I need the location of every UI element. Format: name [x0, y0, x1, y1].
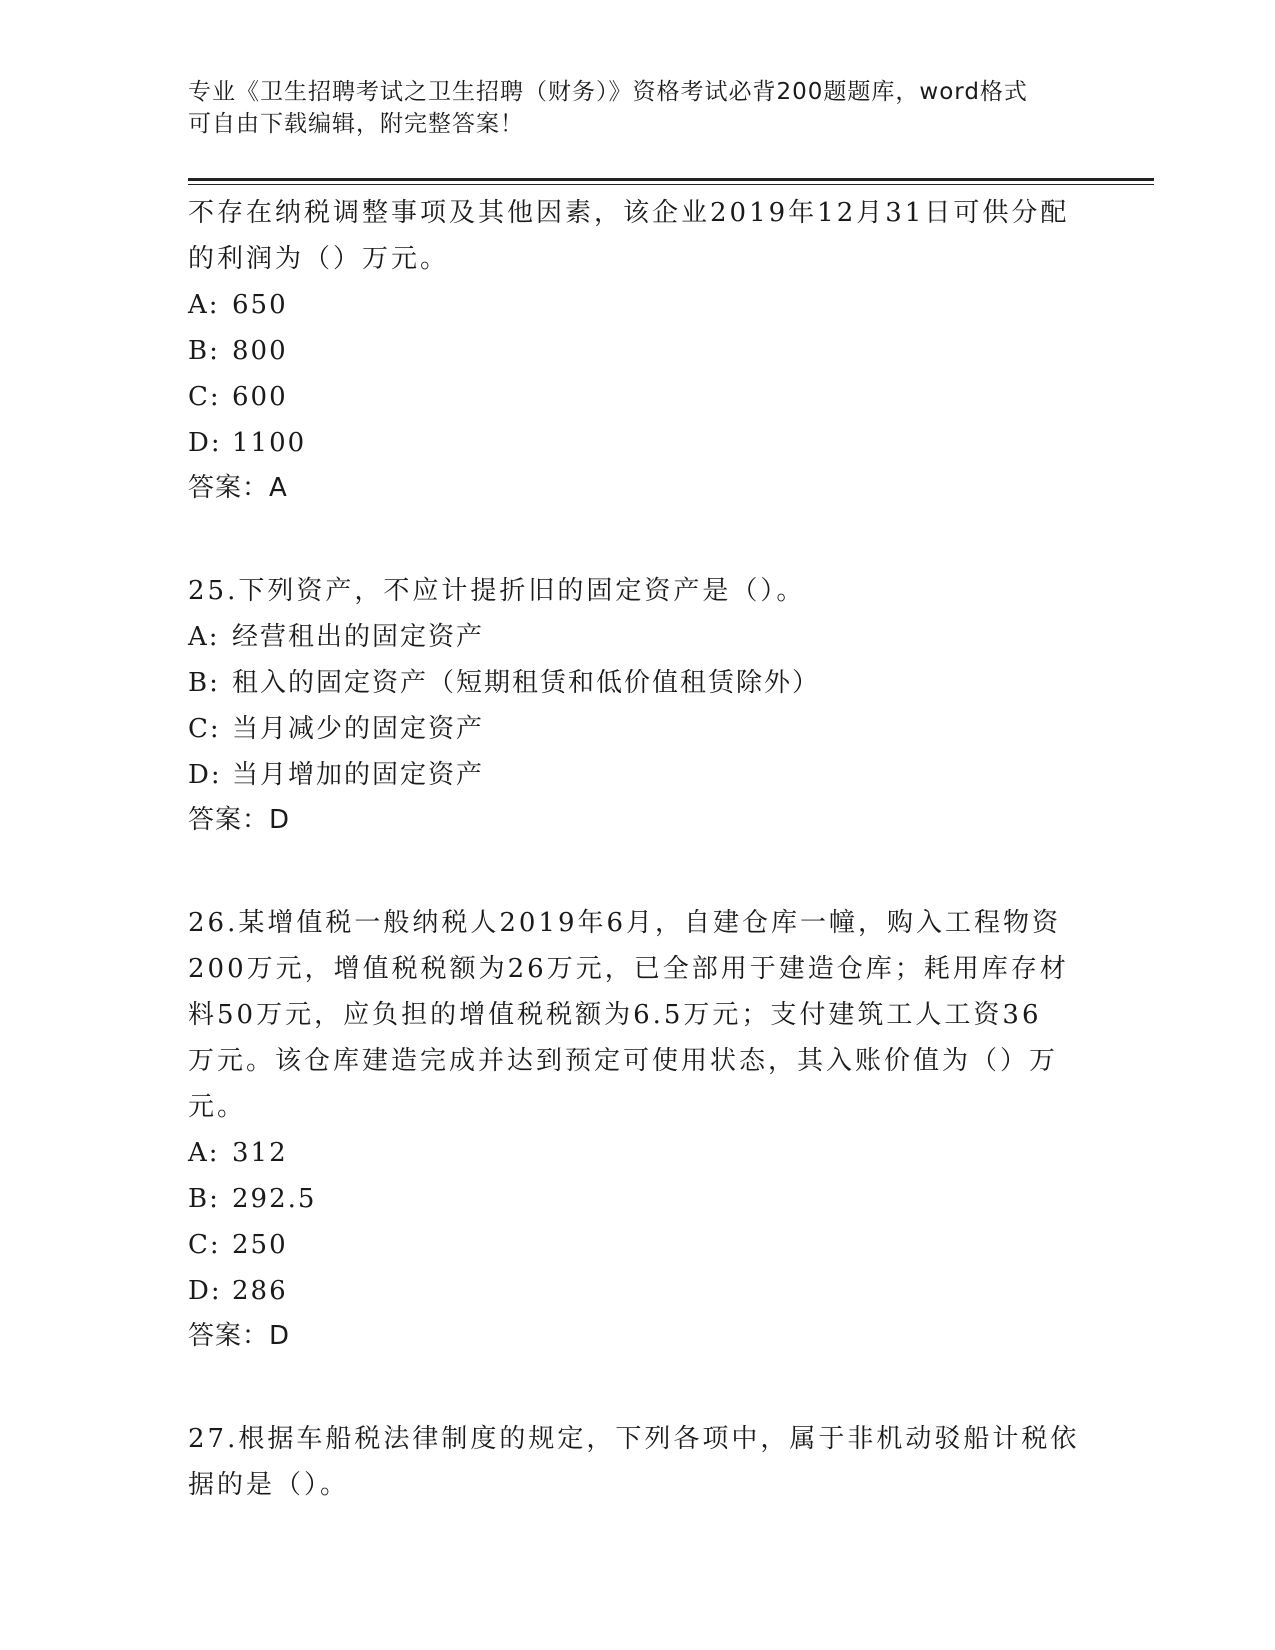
question-text-line: 27.根据车船税法律制度的规定，下列各项中，属于非机动驳船计税依	[188, 1424, 1080, 1454]
header-line-1: 专业《卫生招聘考试之卫生招聘（财务）》资格考试必背200题题库，word格式	[188, 79, 1028, 105]
question-text-line: 26.某增值税一般纳税人2019年6月，自建仓库一幢，购入工程物资	[188, 908, 1062, 938]
question-text-line: 不存在纳税调整事项及其他因素，该企业2019年12月31日可供分配	[188, 198, 1070, 228]
answer-line: 答案：A	[188, 473, 288, 503]
question-text-line: 据的是（）。	[188, 1470, 350, 1500]
question-text-line: 万元。该仓库建造完成并达到预定可使用状态，其入账价值为（）万	[188, 1046, 1059, 1076]
document-header	[188, 76, 1068, 140]
question-text-line: 200万元，增值税税额为26万元，已全部用于建造仓库；耗用库存材	[188, 954, 1069, 984]
question-24	[188, 190, 1088, 510]
option-d: D: 1100	[188, 428, 307, 458]
question-text-line: 元。	[188, 1092, 247, 1122]
header-line-2: 可自由下载编辑，附完整答案！	[188, 111, 524, 137]
option-d: D: 当月增加的固定资产	[188, 760, 485, 790]
option-b: B: 292.5	[188, 1184, 317, 1214]
option-c: C: 当月减少的固定资产	[188, 714, 485, 744]
option-c: C: 250	[188, 1230, 288, 1260]
question-25	[188, 568, 1088, 842]
answer-line: 答案：D	[188, 1321, 291, 1351]
option-a: A: 经营租出的固定资产	[188, 622, 485, 652]
option-a: A: 650	[188, 290, 288, 320]
header-divider-thin	[188, 184, 1154, 185]
question-27	[188, 1416, 1088, 1508]
option-a: A: 312	[188, 1138, 288, 1168]
header-divider-thick	[188, 178, 1154, 181]
option-c: C: 600	[188, 382, 288, 412]
option-d: D: 286	[188, 1276, 288, 1306]
question-26	[188, 900, 1088, 1358]
option-b: B: 租入的固定资产（短期租赁和低价值租赁除外）	[188, 668, 821, 698]
option-b: B: 800	[188, 336, 288, 366]
question-list	[188, 190, 1088, 1508]
question-text-line: 25.下列资产，不应计提折旧的固定资产是（）。	[188, 576, 806, 606]
answer-line: 答案：D	[188, 805, 291, 835]
question-text-line: 的利润为（）万元。	[188, 244, 450, 274]
question-text-line: 料50万元，应负担的增值税税额为6.5万元；支付建筑工人工资36	[188, 1000, 1042, 1030]
